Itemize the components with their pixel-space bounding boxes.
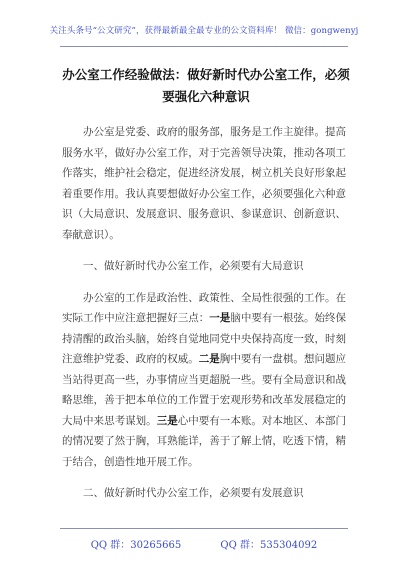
- section-heading-2: 二、做好新时代办公室工作，必须要有发展意识: [83, 487, 304, 499]
- header-divider: [60, 46, 348, 47]
- page-header-banner: 关注头条号“公文研究”，获得最新最全最专业的公文资料库！ 微信：gongwenyj: [49, 26, 359, 36]
- keyword-second: 二是: [198, 353, 220, 365]
- section-heading-1: 一、做好新时代办公室工作，必须要有大局意识: [83, 260, 304, 272]
- footer-divider: [60, 528, 348, 529]
- section-1-text-c: 胸中要有一盘棋。想问题应当站得更高一些，办事情应当更超脱一些。要有全局意识和战略思维，善于把本单位的工作置于宏观形势和改革发展稳定的大局中来思考谋划。: [62, 353, 347, 427]
- document-body: [62, 122, 346, 515]
- keyword-third: 三是: [156, 414, 178, 427]
- keyword-first: 一是: [209, 312, 231, 324]
- footer-qq-group-2: QQ 群：535304092: [220, 540, 318, 551]
- section-1-text-b: 脑中要有一根弦。始终保持清醒的政治头脑，始终自觉地同党中央保持高度一致，时刻注意维护党委、政府的权威。: [62, 312, 347, 365]
- footer-qq-group-1: QQ 群：30265665: [90, 540, 182, 551]
- section-1-paragraph: [62, 288, 346, 473]
- intro-paragraph: 办公室是党委、政府的服务部，服务是工作主旋律。提高服务水平，做好办公室工作，对于完善领导决策，推动各项工作落实，维护社会稳定，促进经济发展，树立机关良好形象起着重要作用。我认真要想做好办公室工作，必须要强化六种意识（大局意识、发展意识、服务意识、参谋意识、创新意识、奉献意识）。: [62, 126, 346, 241]
- document-title: 办公室工作经验做法：做好新时代办公室工作，必须要强化六种意识: [62, 67, 350, 104]
- page-footer: [0, 536, 408, 551]
- section-1-text-d: 心中要有一本账。对本地区、本部门的情况要了然于胸，耳熟能详，善于了解上情，吃透下情，精于结合，创造性地开展工作。: [62, 414, 347, 468]
- section-1-text-a: 办公室的工作是政治性、政策性、全局性很强的工作。在实际工作中应注意把握好三点：: [62, 291, 346, 324]
